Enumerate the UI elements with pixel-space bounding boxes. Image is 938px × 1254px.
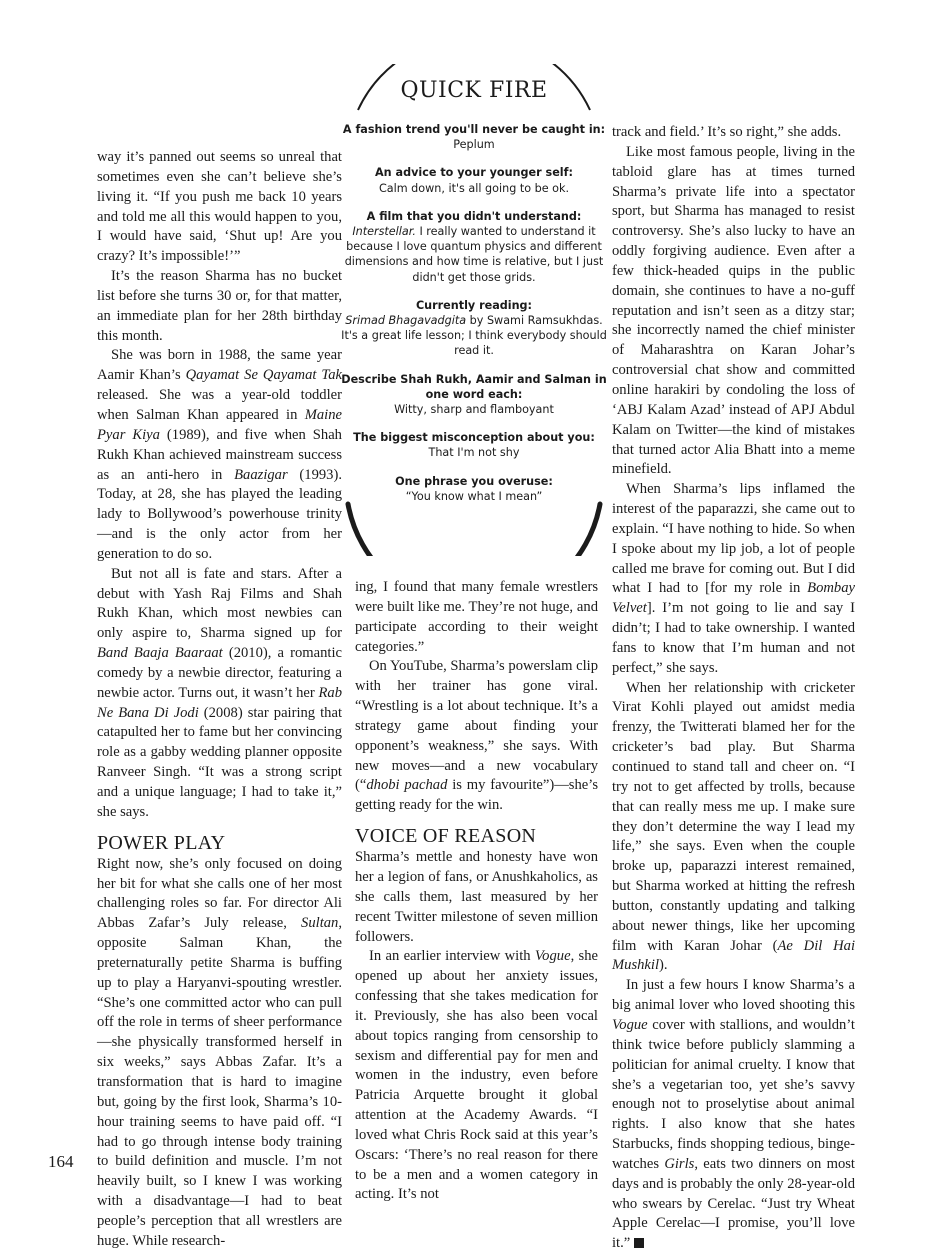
- quick-fire-question: The biggest misconception about you:: [353, 431, 595, 445]
- quick-fire-item: [340, 298, 608, 359]
- film-title: Sultan: [301, 915, 339, 932]
- paragraph: On YouTube, Sharma’s powerslam clip with her trainer has gone viral. “Wrestling is a lot about technique. It’s a strategy game about finding your opponent’s weakness,” she says. With new moves—and a new vocabulary (“dhobi pachad is my favourite”)—she’s getting ready for the win.: [355, 658, 598, 814]
- film-title: Maine Pyar Kiya: [97, 406, 342, 443]
- article-column-3: [612, 123, 855, 1254]
- quick-fire-answer: Calm down, it's all going to be ok.: [378, 181, 570, 195]
- paragraph: In an earlier interview with Vogue, she opened up about her anxiety issues, confessing that she takes medication for it. Previously, she has also been vocal about topics ranging from censorship to sexism and differential pay for men and women in the industry, even before Patricia Arquette brought it global attention at the Academy Awards. “I loved what Chris Rock said at this year’s Oscars: ‘There’s no real reason for there to be a men and a women category in acting. It’s not: [355, 948, 598, 1203]
- quick-fire-item: [340, 165, 608, 195]
- quick-fire-item: [340, 209, 608, 285]
- paragraph: ing, I found that many female wrestlers were built like me. They’re not huge, and participate according to their weight categories.”: [355, 579, 598, 655]
- article-column-2: [355, 578, 598, 1205]
- quick-fire-answer: Witty, sharp and flamboyant: [394, 403, 554, 417]
- quick-fire-panel: [340, 64, 608, 556]
- film-title: Rab Ne Bana Di Jodi: [97, 684, 342, 721]
- quick-fire-question: One phrase you overuse:: [395, 474, 553, 488]
- quick-fire-item: [340, 430, 608, 460]
- film-title: Interstellar.: [352, 225, 416, 239]
- quick-fire-answer: Peplum: [453, 138, 495, 152]
- quick-fire-title: QUICK FIRE: [400, 78, 548, 103]
- film-title: Band Baaja Baaraat: [97, 645, 223, 662]
- quick-fire-answer: “You know what I mean”: [405, 489, 543, 503]
- paragraph: Like most famous people, living in the tabloid glare has at times turned Sharma’s private life into a spectator sport, but Sharma has managed to resist controversy. She’s also lucky to have an oddly forgiving audience. Even after a few thick-headed quips in the public domain, she continues to have a no-guff reputation and isn’t seen as a ditzy star; she incorrectly named the chief minister of Maharashtra on Karan Johar’s controversial chat show and committed online harakiri by condoling the loss of ‘ABJ Kalam Azad’ instead of APJ Abdul Kalam on Twitter—the kind of mistakes that turned actor Alia Bhatt into a meme minefield.: [612, 143, 855, 478]
- film-title: Ae Dil Hai Mushkil: [612, 937, 856, 974]
- paragraph: It’s the reason Sharma has no bucket list before she turns 30 or, for that matter, an immediate plan for her 28th birthday this month.: [97, 268, 342, 344]
- paragraph: track and field.’ It’s so right,” she adds.: [612, 124, 842, 140]
- book-title: Srimad Bhagavadgita: [345, 314, 467, 328]
- quick-fire-item: [340, 122, 608, 152]
- paragraph: Sharma’s mettle and honesty have won her a legion of fans, or Anushkaholics, as she calls them, last measured by her recent Twitter milestone of seven million followers.: [355, 849, 598, 945]
- article-column-1: [97, 148, 342, 1252]
- quick-fire-item: [340, 372, 608, 418]
- end-of-article-square-icon: [634, 1238, 644, 1248]
- quick-fire-answer: Srimad Bhagavadgita by Swami Ramsukhdas. It's a great life lesson; I think everybody should read it.: [341, 314, 607, 358]
- quoted-term: dhobi pachad: [366, 777, 448, 794]
- quick-fire-question: Describe Shah Rukh, Aamir and Salman in one word each:: [341, 372, 607, 401]
- paragraph: But not all is fate and stars. After a debut with Yash Raj Films and Shah Rukh Khan, which most newbies can only aspire to, Sharma signed up for Band Baaja Baaraat (2010), a romantic comedy by a newbie director, featuring a newbie actor. Turns out, it wasn’t her Rab Ne Bana Di Jodi (2008) star pairing that catapulted her to fame but her convincing role as a gabby wedding planner opposite Ranveer Singh. “It was a strong script and a unique language; I had to take it,” she says.: [97, 565, 342, 820]
- paragraph: She was born in 1988, the same year Aamir Khan’s Qayamat Se Qayamat Tak released. She was a year-old toddler when Salman Khan appeared in Maine Pyar Kiya (1989), and five when Shah Rukh Khan achieved mainstream success as an anti-hero in Baazigar (1993). Today, at 28, she has played the leading lady to Bollywood’s powerhouse trinity—and is the only actor from her generation to do so.: [97, 347, 342, 562]
- quick-fire-question: A fashion trend you'll never be caught in:: [342, 123, 606, 136]
- quick-fire-question: A film that you didn't understand:: [366, 209, 582, 223]
- film-title: Baazigar: [234, 466, 288, 483]
- quick-fire-item: [340, 474, 608, 504]
- quick-fire-answer: Interstellar. I really wanted to understand it because I love quantum physics and different dimensions and how time is relative, but I just didn't get those grids.: [344, 225, 604, 284]
- magazine-title: Vogue: [612, 1016, 648, 1033]
- paragraph: Right now, she’s only focused on doing her bit for what she calls one of her most challenging roles so far. For director Ali Abbas Zafar’s July release, Sultan, opposite Salman Khan, the preternaturally petite Sharma is buffing up to play a Haryanvi-spouting wrestler. “She’s one committed actor who can pull off the role in terms of sheer performance—she physically transformed herself in six weeks,” says Abbas Zafar. It’s a transformation that is hard to imagine but, going by the first look, Sharma’s 10-hour training seems to have paid off. “I had to go through intense body training to build definition and muscle. I’m not heavily built, so I knew I was working with a disadvantage—I had to beat people’s perception that all wrestlers are huge. While research-: [97, 855, 342, 1249]
- section-heading-power-play: POWER PLAY: [97, 831, 226, 854]
- quick-fire-answer: That I'm not shy: [428, 446, 520, 460]
- quick-fire-list: [340, 122, 608, 517]
- magazine-title: Vogue: [534, 948, 571, 965]
- film-title: Bombay Velvet: [612, 580, 855, 617]
- film-title: Qayamat Se Qayamat Tak: [185, 367, 342, 384]
- section-heading-voice-of-reason: VOICE OF REASON: [355, 825, 537, 848]
- paragraph: In just a few hours I know Sharma’s a big animal lover who loved shooting this Vogue cover with stallions, and wouldn’t think twice before publicly slamming a politician for animal cruelty. I know that she’s a vegetarian too, yet she’s savvy enough not to proselytise about animal rights. I also know that she hates Starbucks, finds shopping tedious, binge-watches Girls, eats two dinners on most days and is probably the only 28-year-old who swears by Cerelac. “Just try Wheat Apple Cerelac—I promise, you’ll love it.”: [612, 977, 855, 1252]
- paragraph: When her relationship with cricketer Virat Kohli played out amidst media frenzy, the Twitterati blamed her for the cricketer’s bad play. But Sharma continued to stand tall and cheer on. “I try not to get affected by trolls, because that can really mess me up. I make sure they don’t determine the way I lead my life,” she says. Even when the couple broke up, paparazzi interest remained, but Sharma worked at hitting the refresh button, constantly updating and talking about newer things, like her upcoming film with Karan Johar (Ae Dil Hai Mushkil).: [612, 679, 856, 974]
- show-title: Girls: [664, 1155, 695, 1172]
- page-number: 164: [48, 1152, 74, 1171]
- paragraph: way it’s panned out seems so unreal that sometimes even she can’t believe she’s living it. “If you push me back 10 years and told me all this would happen to you, I would have said, ‘Shut up! Are you crazy? It’s impossible!’”: [97, 149, 342, 265]
- quick-fire-question: An advice to your younger self:: [375, 166, 573, 180]
- quick-fire-question: Currently reading:: [415, 298, 533, 312]
- paragraph: When Sharma’s lips inflamed the interest of the paparazzi, she came out to explain. “I have nothing to hide. So when I spoke about my lip job, a lot of people called me brave for coming out. But I did what I had to [for my role in Bombay Velvet]. I’m not going to lie and say I didn’t; I had to take ownership. I wanted fans to know that I’m human and not perfect,” she says.: [612, 481, 855, 676]
